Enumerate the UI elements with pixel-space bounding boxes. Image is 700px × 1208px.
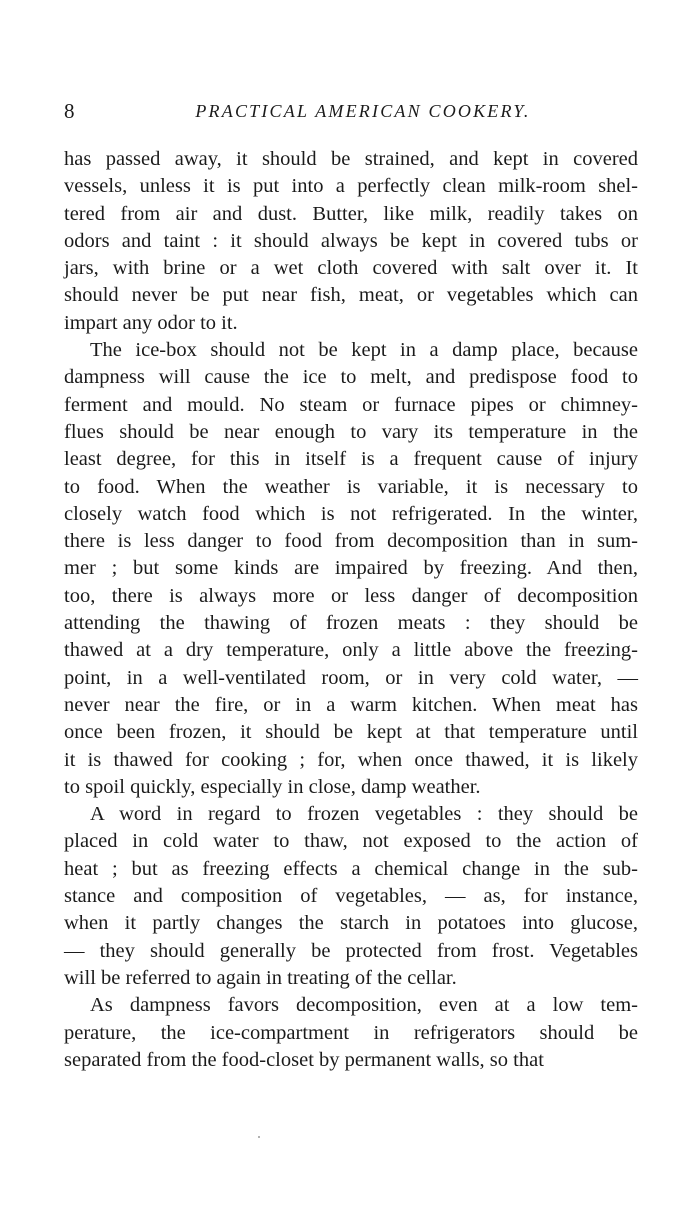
text-line: jars, with brine or a wet cloth covered with salt over it. It <box>64 257 638 280</box>
text-line: The ice-box should not be kept in a damp place, because <box>90 339 638 362</box>
text-line: to food. When the weather is variable, it is necessary to <box>64 475 638 498</box>
text-line: separated from the food-closet by permanent walls, so that <box>64 1048 544 1071</box>
text-line: should never be put near fish, meat, or vegetables which can <box>64 284 638 307</box>
text-line: mer ; but some kinds are impaired by freezing. And then, <box>64 557 638 580</box>
text-line: when it partly changes the starch in potatoes into glucose, <box>64 912 638 935</box>
running-head-title: PRACTICAL AMERICAN COOKERY. <box>195 101 531 121</box>
text-line: to spoil quickly, especially in close, damp weather. <box>64 775 481 798</box>
body-text <box>64 146 638 1074</box>
text-line: never near the fire, or in a warm kitchen. When meat has <box>64 693 638 716</box>
text-line: impart any odor to it. <box>64 311 238 334</box>
paragraph <box>64 337 638 801</box>
text-line: point, in a well-ventilated room, or in very cold water, — <box>64 666 638 689</box>
text-line: tered from air and dust. Butter, like milk, readily takes on <box>64 202 638 225</box>
text-line: closely watch food which is not refrigerated. In the winter, <box>64 502 638 525</box>
text-line: heat ; but as freezing effects a chemical change in the sub- <box>64 857 638 880</box>
text-line: dampness will cause the ice to melt, and predispose food to <box>64 366 638 389</box>
text-line: As dampness favors decomposition, even at a low tem- <box>90 994 638 1017</box>
print-speck <box>258 1136 260 1138</box>
text-line: perature, the ice-compartment in refrigerators should be <box>64 1021 638 1044</box>
paragraph <box>64 146 638 337</box>
text-line: vessels, unless it is put into a perfectly clean milk-room shel- <box>64 175 638 198</box>
text-line: there is less danger to food from decomposition than in sum- <box>64 530 638 553</box>
text-line: thawed at a dry temperature, only a little above the freezing- <box>64 639 638 662</box>
text-line: too, there is always more or less danger of decomposition <box>64 584 638 607</box>
text-line: attending the thawing of frozen meats : they should be <box>64 612 638 635</box>
text-line: least degree, for this in itself is a frequent cause of injury <box>64 448 638 471</box>
text-line: flues should be near enough to vary its temperature in the <box>64 420 638 443</box>
text-line: once been frozen, it should be kept at that temperature until <box>64 721 638 744</box>
text-line: has passed away, it should be strained, and kept in covered <box>64 148 638 170</box>
text-line: ferment and mould. No steam or furnace pipes or chimney- <box>64 393 638 416</box>
text-line: A word in regard to frozen vegetables : they should be <box>90 803 638 826</box>
page-number: 8 <box>64 99 75 123</box>
paragraph <box>64 992 638 1074</box>
text-line: will be referred to again in treating of the cellar. <box>64 966 457 989</box>
running-head <box>64 96 638 126</box>
text-line: odors and taint : it should always be kept in covered tubs or <box>64 229 638 252</box>
text-line: — they should generally be protected from frost. Vegetables <box>64 939 638 962</box>
text-line: it is thawed for cooking ; for, when once thawed, it is likely <box>64 748 638 771</box>
book-page <box>64 96 638 1074</box>
paragraph <box>64 801 638 992</box>
text-line: stance and composition of vegetables, — as, for instance, <box>64 885 638 908</box>
text-line: placed in cold water to thaw, not exposed to the action of <box>64 830 638 853</box>
